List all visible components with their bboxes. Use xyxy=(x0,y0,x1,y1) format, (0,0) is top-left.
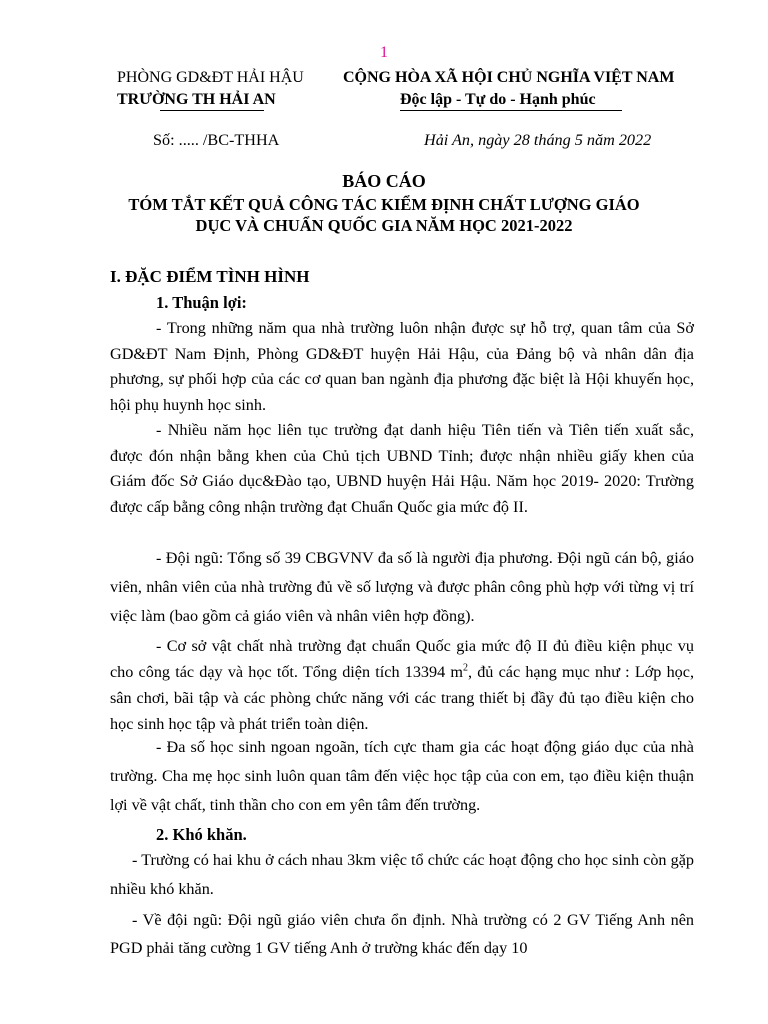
paragraph-teaching-staff: - Về đội ngũ: Đội ngũ giáo viên chưa ổn định. Nhà trường có 2 GV Tiếng Anh nên PGD phải tăng cường 1 GV tiếng Anh ở trường khác đến dạy 10 xyxy=(110,911,694,957)
report-title: BÁO CÁO xyxy=(342,171,426,191)
paragraph-staff: - Đội ngũ: Tổng số 39 CBGVNV đa số là người địa phương. Đội ngũ cán bộ, giáo viên, nhân viên của nhà trường đủ về số lượng và được phân công phù hợp với từng vị trí việc làm (bao gồm cả giáo viên và nhân viên hợp đồng). xyxy=(110,549,694,625)
school-name-underline xyxy=(160,110,264,111)
subsection-difficulties: 2. Khó khăn. xyxy=(156,825,247,844)
department-name: PHÒNG GD&ĐT HẢI HẬU xyxy=(117,69,304,86)
date-line: Hải An, ngày 28 tháng 5 năm 2022 xyxy=(424,131,652,149)
document-number: Số: ..... /BC-THHA xyxy=(153,131,280,149)
report-subtitle-line1: TÓM TẮT KẾT QUẢ CÔNG TÁC KIỂM ĐỊNH CHẤT LƯỢNG GIÁO xyxy=(128,195,640,214)
page-number: 1 xyxy=(380,44,388,61)
national-motto: Độc lập - Tự do - Hạnh phúc xyxy=(400,91,596,108)
national-title: CỘNG HÒA XÃ HỘI CHỦ NGHĨA VIỆT NAM xyxy=(343,69,675,86)
paragraph-two-campuses: - Trường có hai khu ở cách nhau 3km việc tổ chức các hoạt động cho học sinh còn gặp nhiều khó khăn. xyxy=(110,851,694,898)
superscript-2: 2 xyxy=(462,662,468,674)
motto-underline xyxy=(400,110,622,111)
report-subtitle-line2: DỤC VÀ CHUẨN QUỐC GIA NĂM HỌC 2021-2022 xyxy=(195,216,573,235)
paragraph-support: - Trong những năm qua nhà trường luôn nhận được sự hỗ trợ, quan tâm của Sở GD&ĐT Nam Định, Phòng GD&ĐT huyện Hải Hậu, của Đảng bộ và nhân dân địa phương, sự phối hợp của các cơ quan ban ngành địa phương đặc biệt là Hội khuyến học, hội phụ huynh học sinh. xyxy=(110,319,694,414)
facilities-text-end: , đủ các hạng mục như : Lớp học, sân chơi, bãi tập và các phòng chức năng với các trang thiết bị đầy đủ tạo điều kiện cho học sinh học tập và phát triển toàn diện. xyxy=(110,663,695,733)
subsection-advantages: 1. Thuận lợi: xyxy=(156,293,247,312)
facilities-text-start: - Cơ sở vật chất nhà trường đạt chuẩn Quốc gia mức độ II đủ điều kiện phục vụ cho công tác dạy và học tốt. Tổng diện tích 13394 m xyxy=(110,637,694,681)
school-name: TRƯỜNG TH HẢI AN xyxy=(117,91,276,108)
paragraph-facilities xyxy=(110,633,694,737)
section-heading: I. ĐẶC ĐIỂM TÌNH HÌNH xyxy=(110,267,310,286)
paragraph-achievements: - Nhiều năm học liên tục trường đạt danh hiệu Tiên tiến và Tiên tiến xuất sắc, được đón nhận bằng khen của Chủ tịch UBND Tỉnh; được nhận nhiều giấy khen của Giám đốc Sở Giáo dục&Đào tạo, UBND huyện Hải Hậu. Năm học 2019- 2020: Trường được cấp bằng công nhận trường đạt Chuẩn Quốc gia mức độ II. xyxy=(110,421,694,516)
paragraph-students: - Đa số học sinh ngoan ngoãn, tích cực tham gia các hoạt động giáo dục của nhà trường. Cha mẹ học sinh luôn quan tâm đến việc học tập của con em, tạo điều kiện thuận lợi về vật chất, tinh thần cho con em yên tâm đến trường. xyxy=(110,738,694,814)
